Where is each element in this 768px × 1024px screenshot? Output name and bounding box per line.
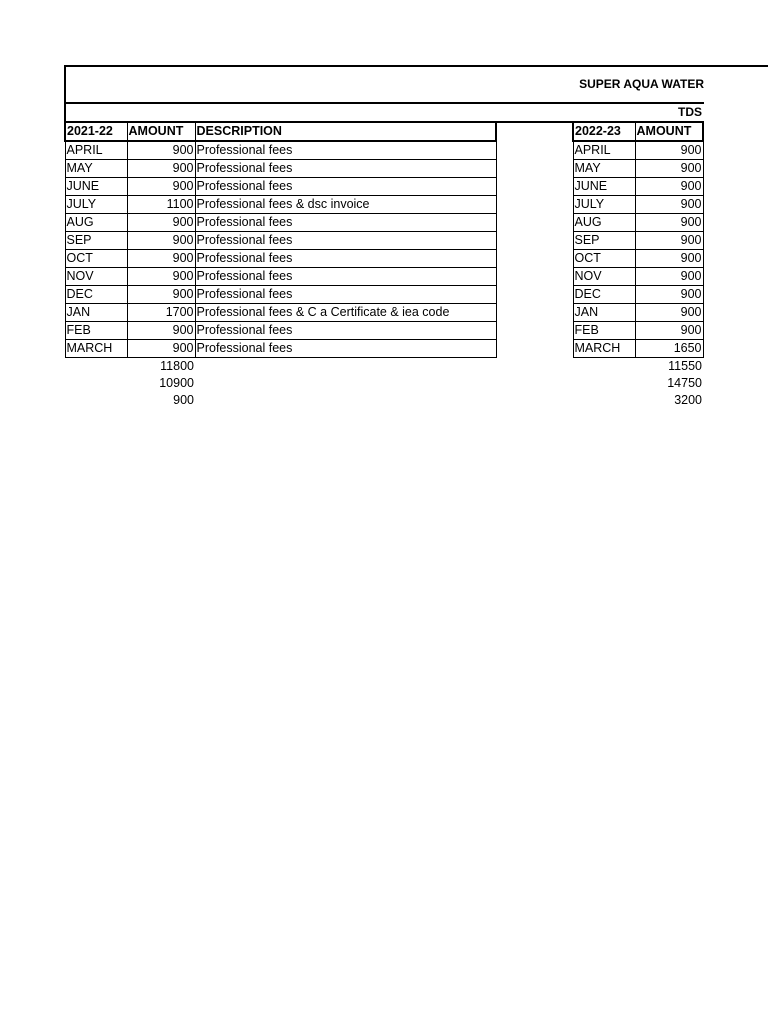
month-cell: JUNE [573, 178, 635, 196]
description-cell: Professional fees [195, 232, 496, 250]
total-amount-cell: 3200 [674, 393, 702, 407]
month-cell: MAY [573, 160, 635, 178]
table-row [65, 268, 496, 286]
total-amount-cell: 14750 [667, 376, 702, 390]
sheet-subtitle-text: TDS [678, 105, 702, 119]
empty-cell [195, 358, 496, 376]
column-header: AMOUNT [635, 122, 703, 141]
month-cell: JAN [573, 304, 635, 322]
amount-cell: 900 [127, 214, 195, 232]
total-row [573, 375, 703, 392]
amount-cell: 900 [635, 286, 703, 304]
description-cell: Professional fees [195, 214, 496, 232]
empty-cell [65, 375, 127, 392]
description-cell: Professional fees [195, 160, 496, 178]
total-amount-cell: 900 [173, 393, 194, 407]
table-row [65, 232, 496, 250]
amount-cell: 900 [127, 286, 195, 304]
column-header: AMOUNT [127, 122, 195, 141]
empty-cell [195, 392, 496, 409]
table-row [573, 160, 703, 178]
month-cell: SEP [573, 232, 635, 250]
month-cell: NOV [65, 268, 127, 286]
description-cell: Professional fees [195, 340, 496, 358]
month-cell: FEB [573, 322, 635, 340]
month-cell: JAN [65, 304, 127, 322]
table-row [573, 232, 703, 250]
table-row [573, 196, 703, 214]
table-row [65, 286, 496, 304]
amount-cell: 900 [635, 322, 703, 340]
fy-2021-22-table [64, 121, 497, 409]
table-row [573, 214, 703, 232]
description-cell: Professional fees [195, 178, 496, 196]
month-cell: DEC [65, 286, 127, 304]
table-row [65, 178, 496, 196]
empty-cell [573, 375, 635, 392]
table-row [573, 304, 703, 322]
description-cell: Professional fees [195, 286, 496, 304]
amount-cell: 900 [127, 232, 195, 250]
month-cell: NOV [573, 268, 635, 286]
amount-cell: 900 [127, 160, 195, 178]
amount-cell: 1700 [127, 304, 195, 322]
total-row [65, 375, 496, 392]
table-row [573, 322, 703, 340]
column-header: 2022-23 [573, 122, 635, 141]
amount-cell: 900 [127, 322, 195, 340]
description-cell: Professional fees & C a Certificate & iea code [195, 304, 496, 322]
amount-cell: 900 [635, 178, 703, 196]
sheet-subtitle [64, 103, 702, 123]
amount-cell: 900 [127, 250, 195, 268]
month-cell: AUG [573, 214, 635, 232]
description-cell: Professional fees [195, 268, 496, 286]
table-row [65, 340, 496, 358]
total-amount-cell: 10900 [159, 376, 194, 390]
amount-cell: 900 [635, 304, 703, 322]
table-row [65, 214, 496, 232]
total-amount-cell: 11800 [160, 359, 194, 373]
table-row [65, 304, 496, 322]
month-cell: JUNE [65, 178, 127, 196]
description-cell: Professional fees [195, 141, 496, 160]
table-header-row [65, 122, 496, 141]
total-row [65, 392, 496, 409]
sheet-title [64, 66, 704, 104]
month-cell: MARCH [573, 340, 635, 358]
table-row [573, 340, 703, 358]
column-header: DESCRIPTION [195, 122, 496, 141]
amount-cell: 900 [635, 250, 703, 268]
sheet-title-text: SUPER AQUA WATER [579, 77, 704, 91]
amount-cell: 900 [635, 196, 703, 214]
empty-cell [195, 375, 496, 392]
month-cell: AUG [65, 214, 127, 232]
table-row [65, 141, 496, 160]
description-cell: Professional fees [195, 322, 496, 340]
amount-cell: 900 [635, 141, 703, 160]
table-row [65, 322, 496, 340]
amount-cell: 1650 [635, 340, 703, 358]
amount-cell: 900 [635, 160, 703, 178]
amount-cell: 1100 [127, 196, 195, 214]
amount-cell: 900 [127, 268, 195, 286]
description-cell: Professional fees [195, 250, 496, 268]
month-cell: DEC [573, 286, 635, 304]
month-cell: MARCH [65, 340, 127, 358]
empty-cell [573, 358, 635, 376]
table-row [65, 250, 496, 268]
amount-cell: 900 [635, 214, 703, 232]
table-row [573, 141, 703, 160]
empty-cell [573, 392, 635, 409]
table-row [573, 268, 703, 286]
table-row [65, 196, 496, 214]
column-header: 2021-22 [65, 122, 127, 141]
table-row [65, 160, 496, 178]
amount-cell: 900 [635, 232, 703, 250]
table-header-row [573, 122, 703, 141]
total-row [573, 358, 703, 376]
empty-cell [65, 392, 127, 409]
empty-cell [65, 358, 127, 376]
month-cell: MAY [65, 160, 127, 178]
month-cell: OCT [65, 250, 127, 268]
fy-2022-23-table [572, 121, 704, 409]
table-row [573, 286, 703, 304]
month-cell: SEP [65, 232, 127, 250]
amount-cell: 900 [127, 141, 195, 160]
total-amount-cell: 11550 [668, 359, 702, 373]
total-row [65, 358, 496, 376]
amount-cell: 900 [127, 340, 195, 358]
month-cell: APRIL [65, 141, 127, 160]
total-row [573, 392, 703, 409]
amount-cell: 900 [635, 268, 703, 286]
month-cell: FEB [65, 322, 127, 340]
month-cell: JULY [65, 196, 127, 214]
month-cell: OCT [573, 250, 635, 268]
description-cell: Professional fees & dsc invoice [195, 196, 496, 214]
table-row [573, 250, 703, 268]
month-cell: APRIL [573, 141, 635, 160]
table-row [573, 178, 703, 196]
month-cell: JULY [573, 196, 635, 214]
amount-cell: 900 [127, 178, 195, 196]
